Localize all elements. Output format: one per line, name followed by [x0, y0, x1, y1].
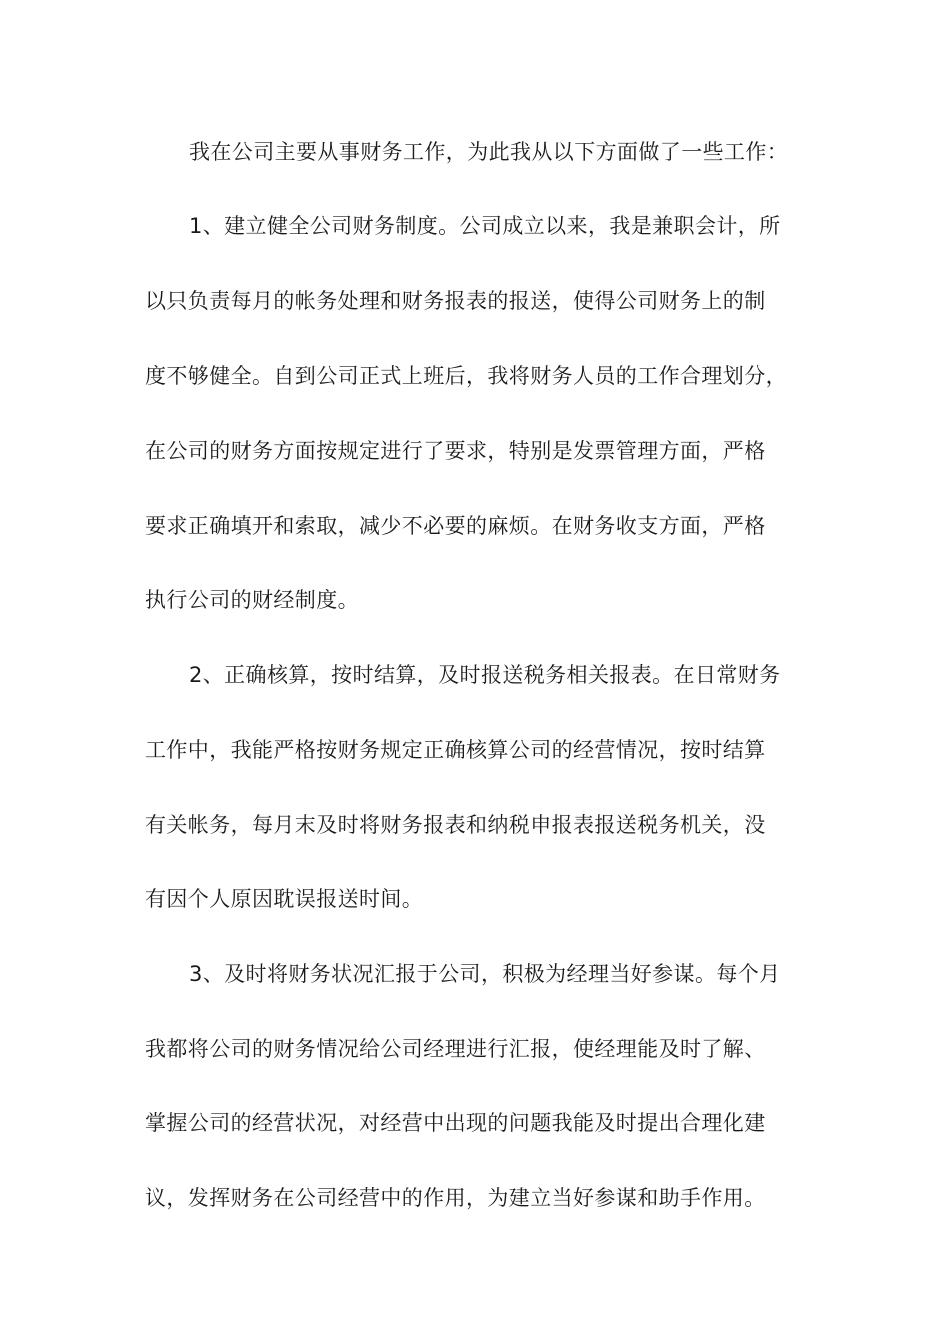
item-3-line: 我都将公司的财务情况给公司经理进行汇报，使经理能及时了解、: [145, 1037, 766, 1061]
item-1-line: 以只负责每月的帐务处理和财务报表的报送，使得公司财务上的制: [145, 289, 766, 313]
item-2-line: 有因个人原因耽误报送时间。: [145, 887, 424, 911]
item-2-line: 工作中，我能严格按财务规定正确核算公司的经营情况，按时结算: [145, 738, 766, 762]
item-3-line: 3、及时将财务状况汇报于公司，积极为经理当好参谋。每个月: [189, 962, 781, 986]
item-2-line: 有关帐务，每月末及时将财务报表和纳税申报表报送税务机关，没: [145, 813, 766, 837]
intro-paragraph-line: 我在公司主要从事财务工作，为此我从以下方面做了一些工作：: [189, 140, 789, 164]
item-1-line: 执行公司的财经制度。: [145, 588, 359, 612]
item-3-line: 掌握公司的经营状况，对经营中出现的问题我能及时提出合理化建: [145, 1111, 766, 1135]
item-2-line: 2、正确核算，按时结算，及时报送税务相关报表。在日常财务: [189, 663, 781, 687]
item-1-line: 1、建立健全公司财务制度。公司成立以来，我是兼职会计，所: [189, 214, 781, 238]
item-1-line: 度不够健全。自到公司正式上班后，我将财务人员的工作合理划分，: [145, 364, 787, 388]
item-1-line: 在公司的财务方面按规定进行了要求，特别是发票管理方面，严格: [145, 439, 766, 463]
item-3-line: 议，发挥财务在公司经营中的作用，为建立当好参谋和助手作用。: [145, 1186, 766, 1210]
item-1-line: 要求正确填开和索取，减少不必要的麻烦。在财务收支方面，严格: [145, 514, 766, 538]
